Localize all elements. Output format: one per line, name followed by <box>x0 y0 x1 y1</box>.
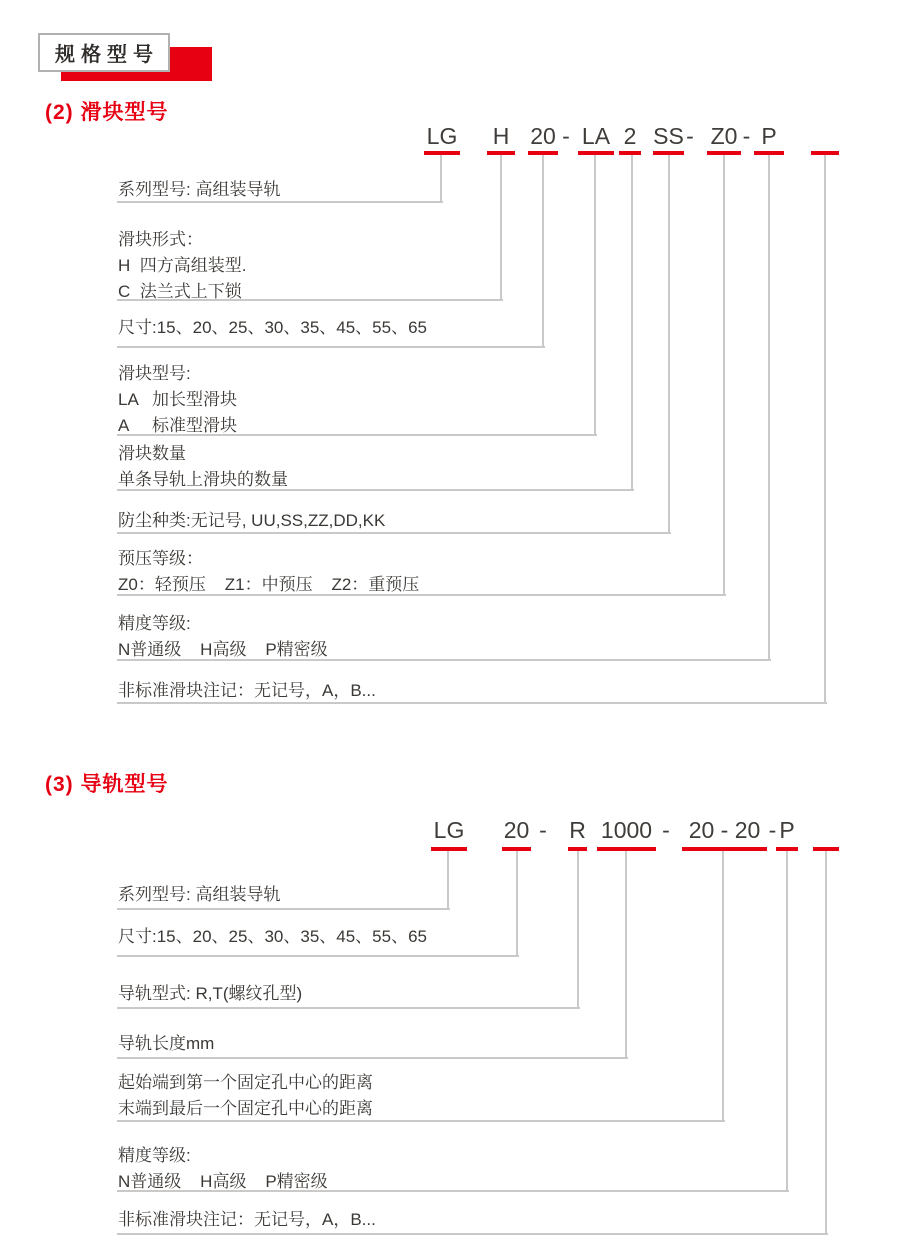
spec-label-line: 滑块型号: <box>118 364 191 383</box>
connector-vertical <box>542 155 544 348</box>
spec-label-line: LA 加长型滑块 <box>118 390 238 409</box>
model-token-blank <box>811 122 839 155</box>
connector-vertical <box>440 155 442 203</box>
model-token: SS <box>653 122 684 155</box>
spec-label <box>118 611 328 663</box>
spec-label-line: 末端到最后一个固定孔中心的距离 <box>118 1099 373 1118</box>
connector-vertical <box>668 155 670 534</box>
spec-badge <box>38 33 170 72</box>
connector-horizontal <box>117 1233 828 1235</box>
section2-heading: (2) 滑块型号 <box>45 101 169 124</box>
connector-vertical <box>786 851 788 1192</box>
spec-label-line: A 标准型滑块 <box>118 416 238 435</box>
spec-label-line: 预压等级： <box>118 549 203 568</box>
connector-horizontal <box>117 908 450 910</box>
connector-horizontal <box>117 955 519 957</box>
spec-label-line: 单条导轨上滑块的数量 <box>118 470 288 489</box>
model-token: 20 - 20 <box>682 814 767 851</box>
spec-label-line: 精度等级: <box>118 614 191 633</box>
connector-vertical <box>516 851 518 957</box>
model-token: LA <box>578 122 614 155</box>
connector-horizontal <box>117 1007 580 1009</box>
model-token: LG <box>431 814 467 851</box>
spec-label <box>118 1143 328 1195</box>
spec-label-line: 系列型号: 高组装导轨 <box>118 885 281 904</box>
connector-vertical <box>631 155 633 491</box>
spec-label-line: 非标准滑块注记：无记号，A，B... <box>118 681 376 700</box>
spec-label <box>118 508 385 534</box>
spec-label-line: 非标准滑块注记：无记号，A，B... <box>118 1210 376 1229</box>
spec-label <box>118 315 427 341</box>
spec-label <box>118 1207 376 1233</box>
spec-label <box>118 882 280 908</box>
spec-label <box>118 227 246 305</box>
model-token-separator: - <box>662 817 670 843</box>
spec-label-line: N普通级 H高级 P精密级 <box>118 640 328 659</box>
spec-badge-label: 规格型号 <box>55 44 159 66</box>
connector-vertical <box>447 851 449 910</box>
connector-horizontal <box>117 346 545 348</box>
model-token-blank <box>813 814 839 851</box>
model-token-separator: - <box>562 123 570 149</box>
model-token: H <box>487 122 515 155</box>
spec-label-line: 防尘种类:无记号, UU,SS,ZZ,DD,KK <box>118 511 386 530</box>
spec-label <box>118 981 302 1007</box>
spec-label <box>118 1070 373 1122</box>
spec-label <box>118 177 280 203</box>
connector-horizontal <box>117 1057 628 1059</box>
spec-label-line: 尺寸:15、20、25、30、35、45、55、65 <box>118 318 427 337</box>
model-token: R <box>568 814 587 851</box>
spec-label-line: 系列型号: 高组装导轨 <box>118 180 281 199</box>
spec-label <box>118 441 288 493</box>
spec-label-line: C 法兰式上下锁 <box>118 282 242 301</box>
connector-vertical <box>768 155 770 661</box>
spec-label <box>118 1031 214 1057</box>
connector-vertical <box>594 155 596 436</box>
spec-label-line: N普通级 H高级 P精密级 <box>118 1172 328 1191</box>
section3-heading: (3) 导轨型号 <box>45 773 169 796</box>
connector-vertical <box>825 851 827 1235</box>
spec-label-line: H 四方高组装型. <box>118 256 247 275</box>
connector-vertical <box>577 851 579 1009</box>
model-token: 2 <box>619 122 641 155</box>
connector-vertical <box>500 155 502 301</box>
spec-label-line: 起始端到第一个固定孔中心的距离 <box>118 1073 373 1092</box>
spec-label <box>118 678 376 704</box>
spec-label <box>118 924 427 950</box>
spec-label-line: 精度等级: <box>118 1146 191 1165</box>
model-token: P <box>754 122 784 155</box>
model-token: 20 <box>502 814 531 851</box>
model-token-separator: - <box>742 123 751 149</box>
model-token: 20 <box>528 122 558 155</box>
spec-label-line: Z0：轻预压 Z1：中预压 Z2：重预压 <box>118 575 420 594</box>
model-token-separator: - <box>686 123 694 149</box>
spec-label-line: 尺寸:15、20、25、30、35、45、55、65 <box>118 927 427 946</box>
model-token-separator: - <box>768 817 777 843</box>
spec-label <box>118 546 419 598</box>
model-token-separator: - <box>539 817 547 843</box>
model-token: Z0 <box>707 122 741 155</box>
connector-vertical <box>625 851 627 1059</box>
connector-vertical <box>824 155 826 704</box>
spec-label-line: 导轨型式: R,T(螺纹孔型) <box>118 984 303 1003</box>
connector-vertical <box>723 155 725 596</box>
model-token: LG <box>424 122 460 155</box>
spec-label <box>118 361 237 439</box>
connector-vertical <box>722 851 724 1122</box>
spec-label-line: 导轨长度mm <box>118 1034 215 1053</box>
model-token: 1000 <box>597 814 656 851</box>
spec-label-line: 滑块形式： <box>118 230 203 249</box>
model-token: P <box>776 814 798 851</box>
spec-label-line: 滑块数量 <box>118 444 186 463</box>
